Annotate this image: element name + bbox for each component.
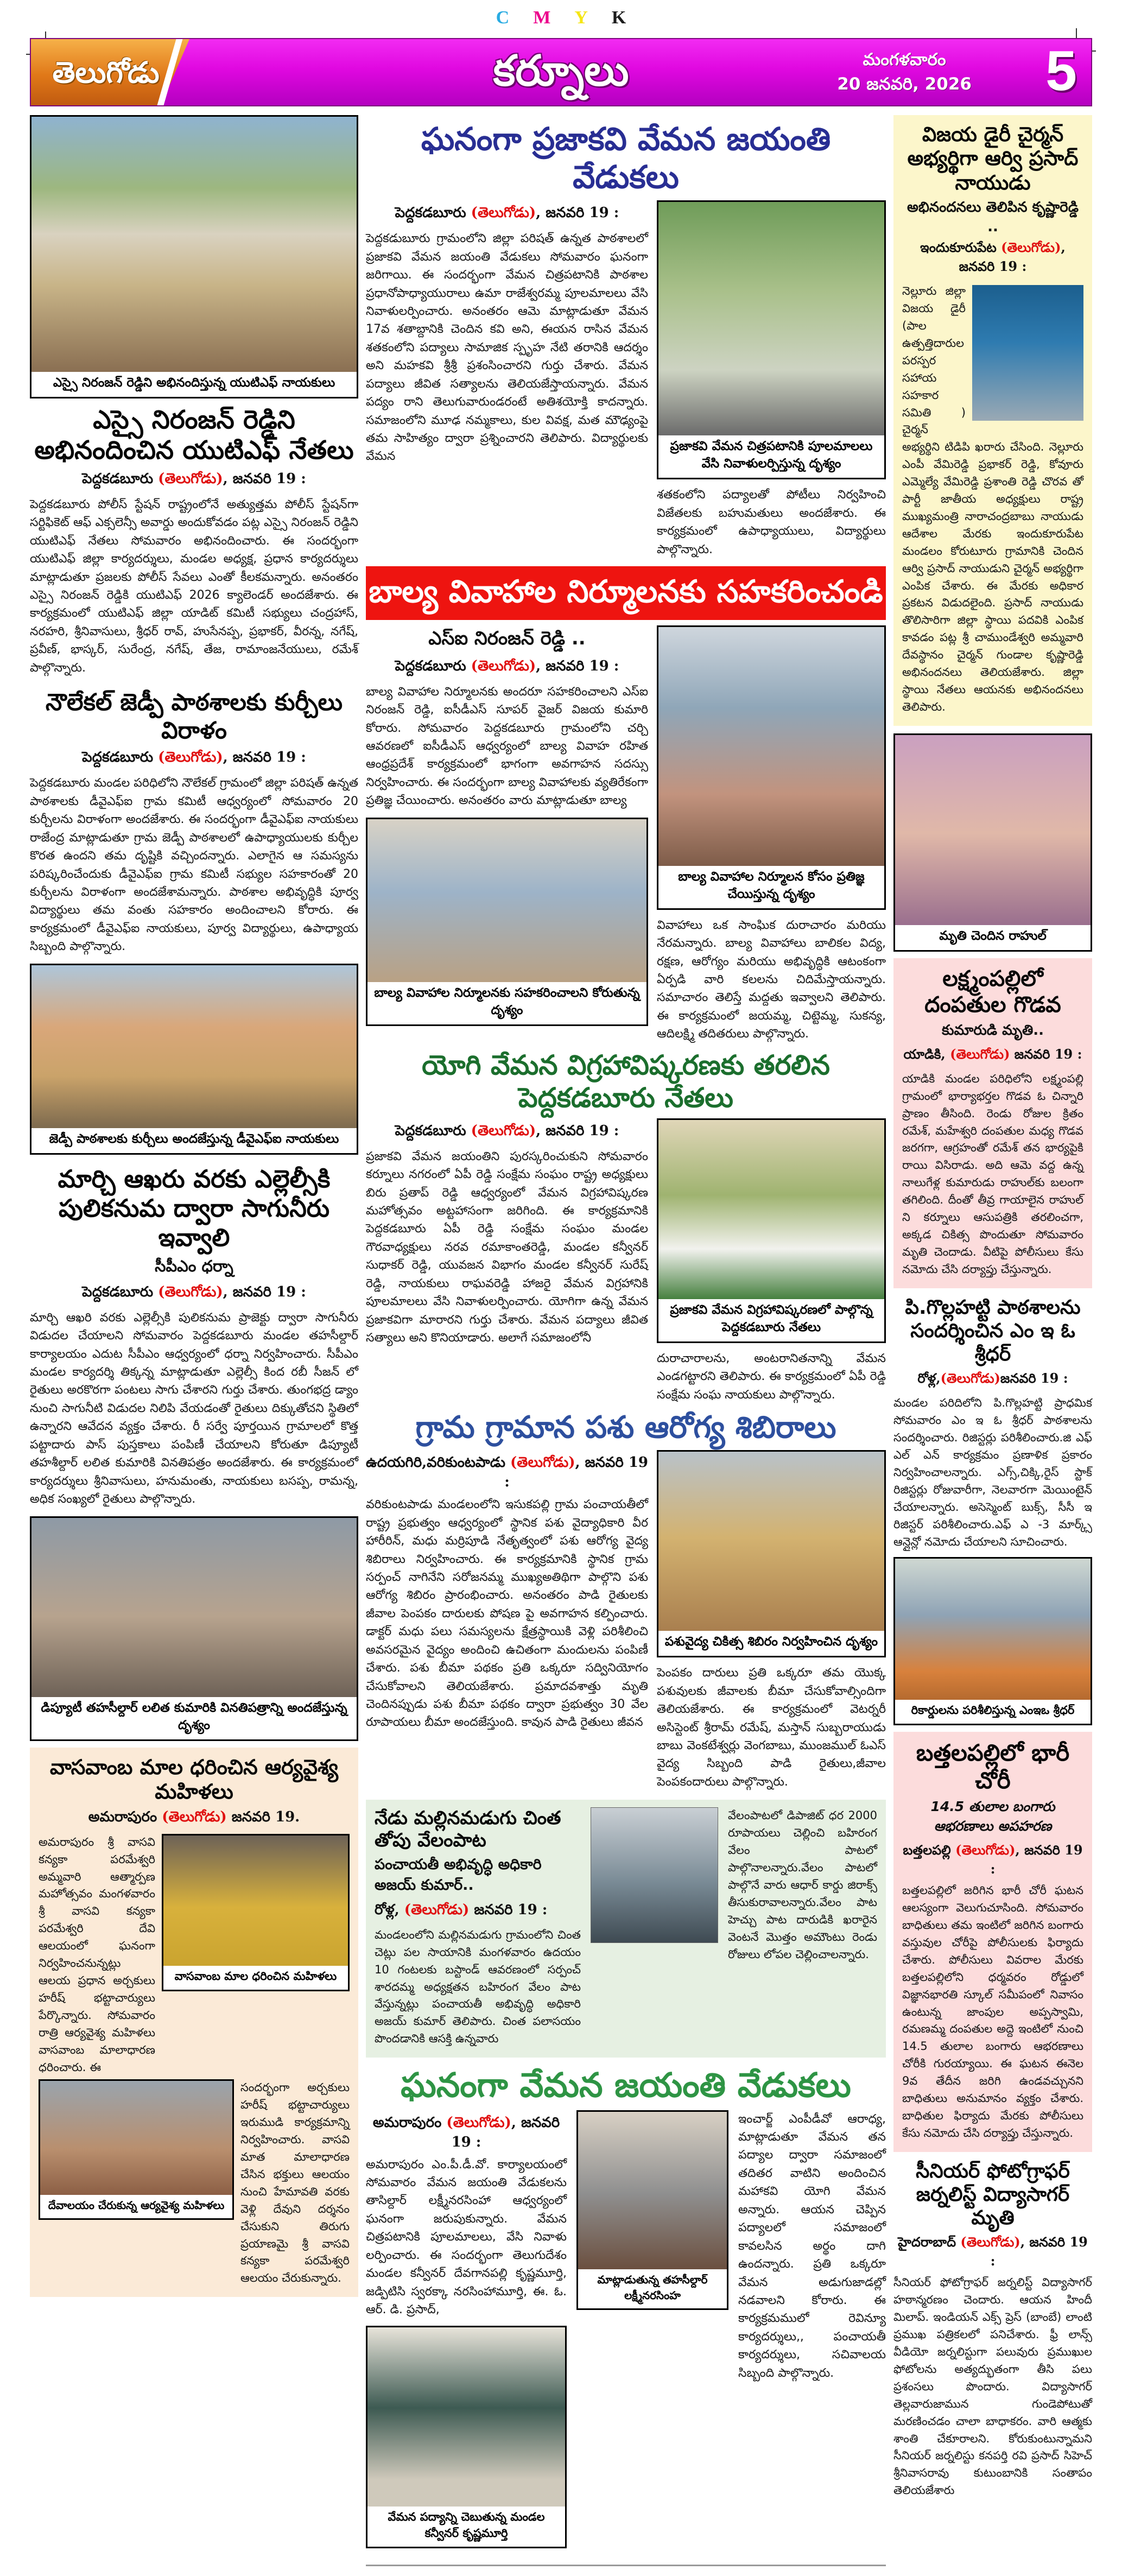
headline-vemana-jayanti-amarapuram: ఘనంగా వేమన జయంతి వేడుకలు <box>401 2065 851 2105</box>
dateline-date: జనవరి 19 : <box>1000 1370 1068 1387</box>
dateline-date: , జనవరి 19 : <box>959 239 1066 275</box>
headline-vasavamba: వాసవాంబ మాల ధరించిన ఆర్యవైశ్య మహిళలు <box>49 1755 339 1804</box>
date-block <box>837 48 972 97</box>
dateline-date: , జనవరి 19 : <box>536 657 619 674</box>
article-body: ప్రజాకవి వేమన జయంతిని పురస్కరించుకుని సోమవారం కర్నూలు నగరంలో ఏపీ రెడ్డి సంక్షేమ సంఘం రాష్ట్ర అధ్యక్షులు బిరు ప్రతాప్ రెడ్డి ఆధ్వర్యంలో వేమన విగ్రహావిష్కరణ మహోత్సవం అట్టహాసంగా జరిగింది. ఈ కార్యక్రమానికి పెద్దకడబూరు ఏపీ రెడ్డి సంక్షేమ సంఘం మండల గౌరవాధ్యక్షులు నరవ రమాకాంతరెడ్డి, మండల కన్వీనర్ సుధాకర్ రెడ్డి, యువజన విభాగం మండల కన్వీనర్ సురేష్ రెడ్డి, నాయకులు రాఘవరెడ్డి హాజరై వేమన విగ్రహానికి పూలమాలలు వేసి నివాళులర్పించారు. యోగిగా ఉన్న వేమన ప్రజాకవిగా మారారని గుర్తు చేశారు. వేమన పద్యాలు జీవిత సత్యాలు అని కొనియాడారు. అలాగే సమాజంలోనీ <box>366 1149 648 1345</box>
headline-cattle-health-camps: గ్రామ గ్రామాన పశు ఆరోగ్య శిబిరాలు <box>415 1410 836 1445</box>
dateline-source: (తెలుగోడు) <box>510 1454 575 1471</box>
photo-caption: వాసవాంబ మాల ధరించిన మహిళలు <box>163 1966 348 1990</box>
dateline <box>893 2234 1092 2269</box>
photo-caption: జెడ్పీ పాఠశాలకు కుర్చీలు అందజేస్తున్న డీవైఎఫ్ఐ నాయకులు <box>31 1128 357 1153</box>
dateline-place: బత్తలపల్లి <box>903 1842 956 1858</box>
dateline-source: (తెలుగోడు) <box>955 1842 1016 1858</box>
article-body: పెద్దకడుబూరు గ్రామంలోని జిల్లా పరిషత్ ఉన్నత పాఠశాలలో ప్రజాకవి వేమన జయంతి వేడుకలు సోమవారం ఘనంగా జరిగాయి. ఈ సందర్భంగా వేమన చిత్రపటానికి పాఠశాల ప్రధానోపాధ్యాయురాలు ఉమా రాజేశ్వరమ్మ పూలమాలలు వేసి నివాళులర్పించారు. అనంతరం ఆమె మాట్లాడుతూ వేమన 17వ శతాబ్దానికి చెందిన కవి అని, ఈయన రాసిన వేమన శతకంలోని పద్యాలు సామాజిక స్పృహ నేటి తరానికి ఆదర్శం అని మహకవి శ్రీశ్రీ ప్రశంసించారని గుర్తు చేశారు. వేమన పద్యాలు జీవిత సత్యాలను తెలియజేస్తాయన్నారు. వేమన పద్యం రాని తెలుగువారుండరంటే అతిశయోక్తి కాదన్నారు. సమాజంలోని మూఢ నమ్మకాలు, కుల వివక్ష, మత మౌఢ్యంపై తమ సాహిత్యం ద్వారా ప్రశ్నించారని తెలిపారు. విద్యార్థులకు వేమన <box>366 232 648 464</box>
article-body-continued: శతకంలోని పద్యాలతో పోటీలు నిర్వహించి విజేతలకు బహుమతులు అందజేశారు. ఈ కార్యక్రమంలో ఉపాధ్యాయులు, విద్యార్థులు పాల్గొన్నారు. <box>657 488 886 556</box>
photo-caption: బాల్య వివాహాల నిర్మూలనకు సహకరించాలని కోరుతున్న దృశ్యం <box>367 982 646 1024</box>
headline-photographer-death: సీనియర్ ఫోటోగ్రాఫర్ జర్నలిస్ట్ విద్యాసాగర్ మృతి <box>916 2160 1070 2230</box>
dateline-source: (తెలుగోడు) <box>158 470 223 487</box>
dateline <box>366 205 648 224</box>
photo-caption: రికార్డులను పరిశీలిస్తున్న ఎంఇఒ శ్రీధర్ <box>895 1700 1091 1724</box>
article-body: అమరాపురం ఎం.పీ.డీ.వో. కార్యాలయంలో సోమవారం వేమన జయంతి వేడుకలను తాసిల్దార్ లక్ష్మీనరసింహా ఆధ్వర్యంలో ఘనంగా జరుపుకున్నారు. వేమన చిత్రపటానికి పూలమాలలు, వేసి నివాళు లర్పించారు. ఈ సందర్భంగా తెలుగుదేశం మండల కన్వీనర్ దేవగానపల్లి కృష్ణమూర్తి, జడ్పిటిసి స్వరక్కా నరసింహామూర్తి, ఈ. ఓ. ఆర్. డి. ప్రసాద్, <box>366 2157 567 2317</box>
article-body: బాల్య వివాహాల నిర్మూలనకు అందరూ సహకరించాలని ఎస్ఐ నిరంజన్ రెడ్డి, ఐసీడీఎస్ సూపర్ వైజర్ విజయ కుమారి కోరారు. సోమవారం పెద్దకడబూరు గ్రామంలోని చర్చి ఆవరణలో ఐసీడీఎస్ ఆధ్వర్యంలో బాల్య వివాహ రహిత ఆంధ్రప్రదేశ్ కార్యక్రమంలో భాగంగా అవగాహన సదస్సు నిర్వహించారు. ఈ సందర్భంగా బాల్య వివాహాలకు వ్యతిరేకంగా ప్రతిజ్ఞ చేయించారు. అనంతరం వారు మాట్లాడుతూ బాల్య <box>366 685 648 808</box>
headline-theft: బత్తలపల్లిలో భారీ చోరీ <box>916 1739 1070 1794</box>
dateline-place: పెద్దకడబూరు <box>82 749 159 766</box>
photo-caption: ప్రజాకవి వేమన చిత్రపటానికి పూలమాలలు వేసి నివాళులర్పిస్తున్న దృశ్యం <box>658 435 884 478</box>
dateline-date: , జనవరి 19 : <box>990 2234 1088 2269</box>
banner-child-marriage: బాల్య వివాహాల నిర్మూలనకు సహకరించండి <box>366 566 886 620</box>
dateline-place: యాడికి, <box>903 1046 950 1062</box>
headline-couple-quarrel: లక్ష్మంపల్లిలో దంపతుల గొడవ <box>924 966 1061 1017</box>
dateline <box>902 1046 1083 1065</box>
dateline-source: (తెలుగోడు) <box>158 1283 223 1300</box>
photo-veterinary-camp <box>658 1452 884 1631</box>
headline-meo-visit: పి.గొల్లహట్టి పాఠశాలను సందర్శించిన ఎం ఇ ఓ శ్రీధర్ <box>905 1296 1081 1366</box>
dateline-place: ఇందుకూరుపేట <box>920 239 1001 256</box>
subhead-si-niranjan: ఎస్ఐ నిరంజన్ రెడ్డి .. <box>428 627 586 649</box>
photo-caption: డిప్యూటీ తహసీల్దార్ లలిత కుమారికి వినతిపత్రాన్ని అందజేస్తున్న దృశ్యం <box>31 1697 357 1739</box>
photo-frame-cattle-camp <box>657 1450 886 1657</box>
photo-convener-reciting <box>367 2327 565 2507</box>
dateline-place: పెద్దకడబూరు <box>82 1283 159 1300</box>
article-body-continued: వివాహాలు ఒక సాంఘిక దురాచారం మరియు నేరమన్నారు. బాల్య వివాహాలు బాలికల విద్య, రక్షణ, ఆరోగ్యం మరియు అభివృద్ధికి ఆటంకంగా ఏర్పడి వారి కలలను చిదిమేస్తాయన్నారు. సమాచారం తెలిస్తే మద్దతు ఇవ్వాలని తెలిపారు. ఈ కార్యక్రమంలో జయమ్మ, చిట్టెమ్మ, సుకన్య, ఆదిలక్ష్మి తదితరులు పాల్గొన్నారు. <box>657 918 886 1041</box>
dateline-source: (తెలుగోడు) <box>471 205 536 221</box>
photo-caption: బాల్య వివాహాల నిర్మూలన కోసం ప్రతిజ్ఞ చేయిస్తున్న దృశ్యం <box>658 866 884 908</box>
article-theft-box <box>893 1732 1092 2151</box>
dateline-place: రోళ్ల, <box>375 1901 404 1918</box>
photo-police-station-group <box>31 117 357 372</box>
article-body: సీనియర్ ఫోటోగ్రాఫర్ జర్నలిస్ట్ విద్యాసాగర్ హఠాన్మరణం చెందారు. ఆయన హిందీ మిలాప్. ఇండియన్ ఎక్స్ ప్రెస్ (బాంబే) లాంటి ప్రముఖ పత్రికలలో పనిచేశారు. ఫ్రీ లాన్స్ వీడియో జర్నలిస్టుగా పలువురు ప్రముఖుల ఫోటోలను అత్యద్భుతంగా తీసి పలు ప్రశంసలు పొందారు. విద్యాసాగర్ తెల్లవారుజామున గుండెపోటుతో మరణించడం చాలా బాధాకరం. వారి ఆత్మకు శాంతి చేకూరాలని. కోరుకుంటున్నామని సీనియర్ జర్నలిస్టు కనపర్తి రవి ప్రసాద్ సిహెచ్ శ్రీనివాసరావు కుటుంబానికి సంతాపం తెలియజేశారు <box>893 2276 1092 2497</box>
dateline-source: (తెలుగోడు) <box>960 2234 1020 2250</box>
photo-statue-unveiling-leaders <box>658 1120 884 1299</box>
photo-caption: మృతి చెందిన రాహుల్ <box>895 925 1091 950</box>
right-column <box>893 115 1092 2576</box>
dateline-place: అమరాపురం <box>88 1808 162 1825</box>
article-body: సందర్భంగా అర్చకులు హరీష్ భట్టాచార్యులు ఇరుముడి కార్యక్రమాన్ని నిర్వహించారు. వాసవి మాత మాలాధారణ చేసిన భక్తులు ఆలయం నుంచి హేమావతి వరకు వెళ్లి దేవుని దర్శనం చేసుకుని తిరుగు ప్రయాణమై శ్రీ వాసవి కన్యకా పరమేశ్వరి ఆలయం చేరుకున్నారు. <box>240 2081 350 2285</box>
dateline <box>30 471 358 490</box>
dateline-date: , జనవరి 19 : <box>223 470 306 487</box>
article-body: అమరాపురం శ్రీ వాసవి కన్యకా పరమేశ్వరి అమ్మవారి ఆత్మార్పణ మహోత్సవం మంగళవారం శ్రీ వాసవి కన్యకా పరమేశ్వరి దేవి ఆలయంలో ఘనంగా నిర్వహించనున్నట్లు ఆలయ ప్రధాన అర్చకులు హరీష్ భట్టాచార్యులు పేర్కొన్నారు. సోమవారం రాత్రి ఆర్యవైశ్య మహిళలు వాసవాంబ మాలాధారణ ధరించారు. ఈ <box>39 1835 155 2074</box>
article-body-continued: వేలంపాటలో డిపాజిట్ ధర 2000 రూపాయలు చెల్లించి బహిరంగ వేలం పాటలో పాల్గొనాలన్నారు.వేలం పాటలో పాల్గొనే వారు ఆధార్ కార్డు జిరాక్స్ తీసుకురావాలన్నారు.వేలం పాట హెచ్చు పాట దారుడికి ఖరారైన వెంటనే మొత్తం అమౌంటు రెండు రోజులు లోపల చెల్లించాలన్నారు. <box>728 1809 877 1961</box>
article-auction-box <box>366 1800 886 2058</box>
photo-meo-inspecting-records <box>895 1559 1091 1700</box>
photo-tahsildar-speaking <box>578 2112 727 2269</box>
masthead-banner <box>30 38 1092 106</box>
photo-frame-statue <box>657 1118 886 1343</box>
photo-caption: దేవాలయం చేరుకున్న ఆర్యవైశ్య మహిళలు <box>40 2195 232 2218</box>
photo-school-chairs-group <box>31 965 357 1128</box>
headline-statue-unveiling: యోగి వేమన విగ్రహావిష్కరణకు తరలిన పెద్దకడబూరు నేతలు <box>422 1049 830 1113</box>
dateline-date: జనవరి 19 : <box>1010 1046 1082 1062</box>
photo-caption: ప్రజాకవి వేమన విగ్రహావిష్కరణలో పాల్గొన్న పెద్దకడబూరు నేతలు <box>658 1299 884 1341</box>
dateline-source: (తెలుగోడు) <box>471 657 536 674</box>
middle-column <box>366 115 886 2576</box>
dateline <box>39 1809 350 1828</box>
photo-caption: మాట్లాడుతున్న తహసీల్దార్ లక్ష్మీనరసింహ <box>578 2269 727 2308</box>
dateline <box>30 749 358 769</box>
dateline-source: (తెలుగోడు) <box>471 1122 536 1139</box>
headline-chairs-donation: నౌలేకల్ జెడ్పీ పాఠశాలకు కుర్చీలు విరాళం <box>46 689 343 744</box>
dateline <box>30 1284 358 1303</box>
dateline-source: (తెలుగోడు) <box>950 1046 1010 1062</box>
dateline-date: , జనవరి 19 : <box>223 1283 306 1300</box>
photo-frame-vemana-tribute <box>657 200 886 479</box>
article-body: యాడికి మండల పరిధిలోని లక్ష్మంపల్లి గ్రామంలో భార్యాభర్తల గొడవ ఓ చిన్నారి ప్రాణం తీసింది. రెండు రోజుల క్రితం రమేశ్, మహేశ్వరి దంపతుల మధ్య గొడవ జరగగా, ఆగ్రహంతో రమేశ్ తన భార్యపైకి రాయి విసిరాడు. అది ఆమె వద్ద ఉన్న నాలుగేళ్ల కుమారుడు రాహుల్‌కు బలంగా తగిలింది. దీంతో తీవ్ర గాయాలైన రాహుల్ ని కర్నూలు ఆసుపత్రికి తరలించగా, అక్కడ చికిత్స పొందుతూ సోమవారం మృతి చెందాడు. వీటిపై పోలీసులు కేసు నమోదు చేసి దర్యాప్తు చేస్తున్నారు. <box>902 1072 1083 1276</box>
dateline <box>366 2115 567 2150</box>
headline-vemana-jayanti: ఘనంగా ప్రజాకవి వేమన జయంతి వేడుకలు <box>421 121 831 195</box>
article-utf-photo-frame <box>30 115 358 398</box>
dateline-source: (తెలుగోడు) <box>446 2114 511 2131</box>
dateline <box>902 239 1083 277</box>
dateline-place: పెద్దకడబూరు <box>395 1122 471 1139</box>
dateline <box>366 1454 648 1490</box>
article-couple-quarrel-box <box>893 958 1092 1288</box>
cmyk-letter-c: C <box>496 8 510 28</box>
article-memo-photo-frame <box>30 1516 358 1741</box>
dateline-date: , జనవరి 19 : <box>536 1122 619 1139</box>
dateline-date: జనవరి 19 : <box>469 1901 548 1918</box>
article-body: మండలంలోని మల్లినమడుగు గ్రామంలోని చింత చెట్లు పల సాయానికి మంగళవారం ఉదయం 10 గంటలకు బస్టాండ్ ఆవరణంలో సర్పంచ్ శారదమ్మ అధ్యక్షతన బహిరంగ వేలం పాట వేస్తున్నట్లు పంచాయతీ అభివృద్ధి అధికారి అజయ్ కుమార్ తెలిపారు. చింత పలాసయం పొందడానికి ఆసక్తి ఉన్నవారు <box>375 1928 581 2046</box>
photo-frame-pledge-steps <box>657 625 886 910</box>
dateline-source: (తెలుగోడు) <box>162 1808 227 1825</box>
article-body-continued: ఇంచార్జ్ ఎంపీడీవో ఆరాధ్య, మాట్లాడుతూ వేమన తన పద్యాల ద్వారా సమాజంలో తదితర వాటిని అందించిన మహాకవి యోగి వేమన అన్నారు. ఆయన చెప్పిన పద్యాలలో సమాజంలో కావలసిన అర్థం దాగి ఉందన్నారు. ప్రతి ఒక్కరూ వేమన అడుగుజాడల్లో నడవాలని కోరారు. ఈ కార్యక్రమములో రెవిన్యూ కార్యదర్శులు,, పంచాయతీ కార్యదర్శులు, సచివాలయ సిబ్బంది పాల్గొన్నారు. <box>738 2112 886 2380</box>
dateline-source: (తెలుగోడు) <box>404 1901 470 1918</box>
photo-vemana-tribute <box>658 202 884 435</box>
article-body: నెల్లూరు జిల్లా విజయ డైరీ (పాల ఉత్పత్తిదారుల పరస్పర సహాయ సహకార సమితి ) చైర్మన్ అభ్యర్థిని టిడిపి ఖరారు చేసింది. నెల్లూరు ఎంపీ వేమిరెడ్డి ప్రభాకర్ రెడ్డి, కోవూరు ఎమ్మెల్యే వేమిరెడ్డి ప్రశాంతి రెడ్డి చొరవ తో పార్టీ జాతీయ అధ్యక్షులు రాష్ట్ర ముఖ్యమంత్రి నారాచంద్రబాబు నాయుడు ఆదేశాల మేరకు ఇందుకూరుపేట మండలం కోరుటూరు గ్రామానికి చెందిన ఆర్వి ప్రసాద్ నాయుడుని చైర్మన్ అభ్యర్థిగా ఎంపిక చేశారు. ఈ మేరకు అధికార ప్రకటన విడుదలైంది. ప్రసాద్ నాయుడు తొలిసారిగా జిల్లా స్థాయి పదవికి ఎంపిక కావడం పట్ల శ్రీ చాముండేశ్వరి అమ్మవారి దేవస్థానం చైర్మన్ గుండాల కృష్ణారెడ్డి అభినందనలు తెలియజేశారు. జిల్లా స్థాయి నేతలు ఆయనకు అభినందనలు తెలిపారు. <box>902 284 1083 713</box>
photo-caption: వేమన పద్యాన్ని చెబుతున్న మండల కన్వీనర్ కృష్ణమూర్తి <box>367 2507 565 2547</box>
photo-frame-tahsildar <box>576 2110 728 2310</box>
dateline <box>366 658 648 678</box>
subhead-son-death: కుమారుడి మృతి.. <box>941 1022 1044 1039</box>
article-chairs-photo-frame <box>30 964 358 1155</box>
dateline-place: అమరాపురం <box>372 2114 447 2131</box>
dateline-place: పెద్దకడబూరు <box>82 470 159 487</box>
photo-memorandum-handover <box>31 1518 357 1697</box>
dateline <box>902 1842 1083 1877</box>
photo-caption: ఎస్సై నిరంజన్ రెడ్డిని అభినందిస్తున్న యుటిఎఫ్ నాయకులు <box>31 372 357 397</box>
cmyk-letter-y: Y <box>574 8 588 28</box>
page-content <box>30 115 1092 2576</box>
headline-tamarind-auction: నేడు మల్లినమడుగు చింత తోపు వేలంపాట <box>375 1807 561 1852</box>
photo-awareness-group <box>367 819 646 982</box>
photo-frame-rahul <box>893 733 1092 952</box>
photo-rv-prasad-naidu <box>972 285 1083 421</box>
dateline-date: , జనవరి 19 : <box>451 2114 560 2150</box>
subhead-cpm: సీపీఎం ధర్నా <box>155 1256 233 1275</box>
dateline-source: (తెలుగోడు) <box>1001 239 1061 256</box>
headline-dairy-chairman: విజయ డైరీ చైర్మన్ అభ్యర్థిగా ఆర్వి ప్రసాద్ నాయుడు <box>907 123 1079 194</box>
photo-frame-yellow-women <box>162 1834 350 1991</box>
dateline <box>893 1370 1092 1389</box>
cmyk-registration-text <box>484 7 638 28</box>
headline-cpm-dharna: మార్చి ఆఖరు వరకు ఎల్లెల్సీకి పులికనుమ ద్వారా సాగునీరు ఇవ్వాలి <box>58 1164 331 1252</box>
dateline-place: పెద్దకడబూరు <box>395 205 471 221</box>
subhead-pdo: పంచాయతీ అభివృద్ధి అధికారి అజయ్ కుమార్.. <box>375 1856 542 1894</box>
subhead-gold-stolen: 14.5 తులాల బంగారు ఆభరణాలు అపహరణ <box>930 1799 1055 1834</box>
weekday-label: మంగళవారం <box>863 50 946 69</box>
article-body-continued: పెంపకం దారులు ప్రతి ఒక్కరూ తమ యొక్క పశువులకు జీవాలకు బీమా చేసుకోవాల్సిందిగా తెలియజేశారు. ఈ కార్యక్రమంలో వెటర్నరీ అసిస్టెంట్ శ్రీరామ్ రమేష్, మస్తాన్ సుబ్బరాయుడు బాబు వెంకటేశ్వర్లు వెంగబాబు, ముంజముల్ ఓఎస్ వైద్య సిబ్బంది పాడి రైతులు,జీవాల పెంపకందారులు పాల్గొన్నారు. <box>657 1666 886 1789</box>
photo-frame-classroom <box>893 1557 1092 1725</box>
dateline-date: , జనవరి 19 : <box>504 1454 649 1491</box>
photo-frame-speaker <box>366 2326 567 2548</box>
headline-utf-leaders: ఎస్సై నిరంజన్ రెడ్డిని అభినందించిన యుటిఎఫ్ నేతలు <box>34 405 354 466</box>
photo-caption: పశువైద్య చికిత్స శిబిరం నిర్వహించిన దృశ్యం <box>658 1631 884 1656</box>
subhead-congrats: అభినందనలు తెలిపిన కృష్ణారెడ్డి .. <box>907 199 1079 236</box>
edition-title: కర్నూలు <box>493 47 629 96</box>
article-body: పెద్దకడబూరు మండల పరిధిలోని నౌలేకల్ గ్రామంలో జిల్లా పరిషత్ ఉన్నత పాఠశాలకు డీవైఎఫ్ఐ గ్రామ కమిటీ ఆధ్వర్యంలో సోమవారం 20 కుర్చీలను విరాళంగా అందజేశారు. ఈ సందర్భంగా డీవైఎఫ్ఐ నాయకులు రాజేంద్ర మాట్లాడుతూ గ్రామ జెడ్పీ పాఠశాలలో ఉపాధ్యాయులకు కుర్చీల కొరత ఉందని తమ దృష్టికి వచ్చిందన్నారు. ఎలాగైన ఆ సమస్యను పరిష్కరించేందుకు డీవైఎఫ్ఐ గ్రామ కమిటీ సభ్యుల సహకారంతో 20 కుర్చీలను విరాళంగా అందజేశామన్నారు. పాఠశాల అభివృద్ధికి పూర్వ విద్యార్థులు తమ వంతు సహకారం అందించాలని కోరారు. ఈ కార్యక్రమంలో డీవైఎఫ్ఐ నాయకులు, పూర్వ విద్యార్థులు, ఉపాధ్యాయ సిబ్బంది పాల్గొన్నారు. <box>30 776 358 954</box>
dateline-source: (తెలుగోడు) <box>940 1370 1000 1387</box>
dateline-source: (తెలుగోడు) <box>158 749 223 766</box>
article-body: మండల పరిదిలోని పి.గొల్లహట్టి ప్రాధమిక సోమవారం ఎం ఇ ఓ శ్రీధర్ పాఠశాలను సందర్శించారు. రిజిస్టర్లు పరిశీలించారు.జి ఎఫ్ ఎల్ ఎన్ కార్యక్రమం ప్రణాళిక ప్రకారం నిర్వహించాలన్నారు. ఎగ్స్,చిక్కి,రైస్ స్టాక్ రిజిస్టర్లు రోజువారీగా, నెలవారగా మెయింటైన్ చేయాలన్నారు. అసెస్మెంట్ బుక్స్, సీసీ ఇ రిజిస్టర్ పరిశీలించారు.ఎఫ్ ఎ -3 మార్క్స్ ఆన్లైన్లో నమోదు చేయాలని సూచించారు. <box>893 1396 1092 1548</box>
dateline-date: , జనవరి 19 : <box>536 205 619 221</box>
dateline-date: , జనవరి 19 : <box>990 1842 1083 1877</box>
article-body: బత్తలపల్లిలో జరిగిన భారీ చోరీ ఘటన ఆలస్యంగా వెలుగుచూసింది. సోమవారం బాధితులు తమ ఇంటిలో జరిగిన బంగారు వస్తువుల చోరీపై పోలీసులకు ఫిర్యాదు చేశారు. పోలీసులు వివరాల మేరకు బత్తలపల్లిలోని ధర్మవరం రోడ్డులో విజ్ఞానభారతి స్కూల్ సమీపంలో నివాసం ఉంటున్న జాంపుల అప్పస్వామి, రమణమ్మ దంపతుల అద్దె ఇంటిలో నుంచి 14.5 తులాల బంగారు ఆభరణాలు చోరీకి గురయ్యాయి. ఈ ఘటన ఈనెల 9వ తేదీన జరిగి ఉండవచ్చునని బాధితులు అనుమానం వ్యక్తం చేశారు. బాధితుల ఫిర్యాదు మేరకు పోలీసులు కేసు నమోదు చేసి దర్యాప్తు చేస్తున్నారు. <box>902 1884 1083 2140</box>
photo-temple-women <box>40 2081 232 2195</box>
page-number: 5 <box>1045 40 1077 103</box>
photo-frame-pledge-group <box>366 818 648 1026</box>
dateline-date: జనవరి 19. <box>226 1808 300 1825</box>
article-body-continued: దురాచారాలను, అంటరానితనాన్ని వేమన ఎండగట్టారని తెలిపారు. ఈ కార్యక్రమంలో ఏపీ రెడ్డి సంక్షేమ సంఘ నాయకులు పాల్గొన్నారు. <box>657 1351 886 1402</box>
article-body: వరికుంటపాడు మండలంలోని ఇసుకపల్లి గ్రామ పంచాయతీలో రాష్ట్ర ప్రభుత్వం ఆధ్వర్యంలో స్థానిక పశు వైద్యాధికారి వీర హారీరిన్, మధు మర్రిపూడి నేతృత్వంలో పశు ఆరోగ్య వైద్య శిబిరాలు నిర్వహించారు. ఈ కార్యక్రమానికి స్థానిక గ్రామ సర్పంచ్ నాగినేని సరోజనమ్మ ముఖ్యఅతిథిగా పాల్గొని పశు ఆరోగ్య శిబిరం ప్రారంభించారు. అనంతరం పాడి రైతులకు జీవాల పెంపకం దారులకు పోషణ పై అవగాహన కల్పించారు. డాక్టర్ మధు పలు సమస్యలను క్షేత్రస్థాయికి వెళ్లి పరిశీలించి అవసరమైన వైద్యం అందించి ఉచితంగా మందులను పంపిణీ చేశారు. పశు బీమా పథకం ప్రతి ఒక్కరూ సద్వినియోగం చేసుకోవాలని తెలియజేశారు. ప్రమాదవశాత్తు మృతి చెందినప్పుడు పశు బీమా పథకం ద్వారా ప్రభుత్వం 30 వేల రూపాయలు బీమా అందజేస్తుంది. కావున పాడి రైతులు జీవన <box>366 1498 648 1730</box>
photo-deceased-child <box>895 735 1091 925</box>
article-vasavamba-box <box>30 1748 358 2297</box>
newspaper-logo: తెలుగోడు <box>52 55 160 90</box>
date-label: 20 జనవరి, 2026 <box>837 74 972 94</box>
dateline-place: పెద్దకడబూరు <box>395 657 471 674</box>
photo-pledge-on-steps <box>658 627 884 866</box>
dateline-place: హైదరాబాద్ <box>898 2234 961 2250</box>
dateline <box>366 1123 648 1142</box>
dateline-place: ఉదయగిరి,వరికుంటపాడు <box>366 1454 510 1471</box>
left-column <box>30 115 358 2576</box>
article-dairy-chairman-box <box>893 115 1092 726</box>
photo-frame-temple-women <box>39 2079 234 2220</box>
photo-officer-ajay-kumar <box>591 1807 718 1943</box>
article-body: పెద్దకడబూరు పోలీస్ స్టేషన్ రాష్ట్రంలోనే అత్యుత్తమ పోలీస్ స్టేషన్‌గా సర్టిఫికెట్ ఆఫ్ ఎక్సలెన్సీ అవార్డు అందుకోవడం పట్ల ఎస్సై నిరంజన్ రెడ్డిని యుటిఎఫ్ నేతలు సోమవారం అభినందించారు. ఈ సందర్భంగా యుటిఎఫ్ జిల్లా కార్యదర్శులు, మండల అధ్యక్ష, ప్రధాన కార్యదర్శులు మాట్లాడుతూ ప్రజలకు పోలీస్ సేవలు ఎంతో కీలకమన్నారు. అనంతరం ఎస్సై నిరంజన్ రెడ్డికి యుటిఎఫ్ 2026 క్యాలెండర్ అందజేశారు. ఈ కార్యక్రమంలో యుటిఎఫ్ జిల్లా యాడిట్ కమిటీ సభ్యులు చంద్రహాస్, నరహరి, శ్రీనివాసులు, శ్రీధర్ రావ్, హుసేనప్ప, ప్రభాకర్, వీరన్న, నగేష్, ప్రవీణ్, భాస్కర్, సురేంద్ర, నగేష్, తేజ, రామాంజనేయులు, రమేశ్ పాల్గొన్నారు. <box>30 497 358 675</box>
dateline <box>375 1902 581 1921</box>
photo-women-in-yellow <box>163 1836 348 1966</box>
cmyk-letter-m: M <box>533 8 551 28</box>
cmyk-letter-k: K <box>611 8 626 28</box>
dateline-date: , జనవరి 19 : <box>223 749 306 766</box>
article-body: మార్చి ఆఖరి వరకు ఎల్లెల్సీకి పులికనుమ ప్రాజెక్టు ద్వారా సాగునీరు విడుదల చేయాలని సోమవారం పెద్దకడబూరు మండల తహసీల్దార్ కార్యాలయం ఎదుట సీపీఎం ఆధ్వర్యంలో ధర్నా నిర్వహించారు. సీపీఎం మండల కార్యదర్శి తిక్కన్న మాట్లాడుతూ ఎల్లెల్సీ కింద రబీ సీజన్ లో రైతులు అరకొరగా పంటలు సాగు చేశారని గుర్తు చేశారు. తుంగభద్ర డ్యాం నుంచి సాగునీటి విడుదల నిలిపి వేయడంతో రైతులు దిక్కుతోచని స్థితిలో ఉన్నారని ఆవేదన వ్యక్తం చేశారు. రీ సర్వే పూర్తయిన గ్రామాలలో కొత్త పట్టాదారు పాస్ పుస్తకాలు పంపిణీ చేయాలని కోరుతూ డిప్యూటీ తహశీల్దార్ లలిత కుమారికి వినతిపత్రం అందజేశారు. ఈ కార్యక్రమంలో కార్యదర్శులు శ్రీనివాసులు, హనుమంతు, నాయకులు బసప్ప, రామన్న, అధిక సంఖ్యలో రైతులు పాల్గొన్నారు. <box>30 1311 358 1507</box>
dateline-place: రోళ్ల, <box>917 1370 941 1387</box>
section-divider <box>366 2565 886 2566</box>
